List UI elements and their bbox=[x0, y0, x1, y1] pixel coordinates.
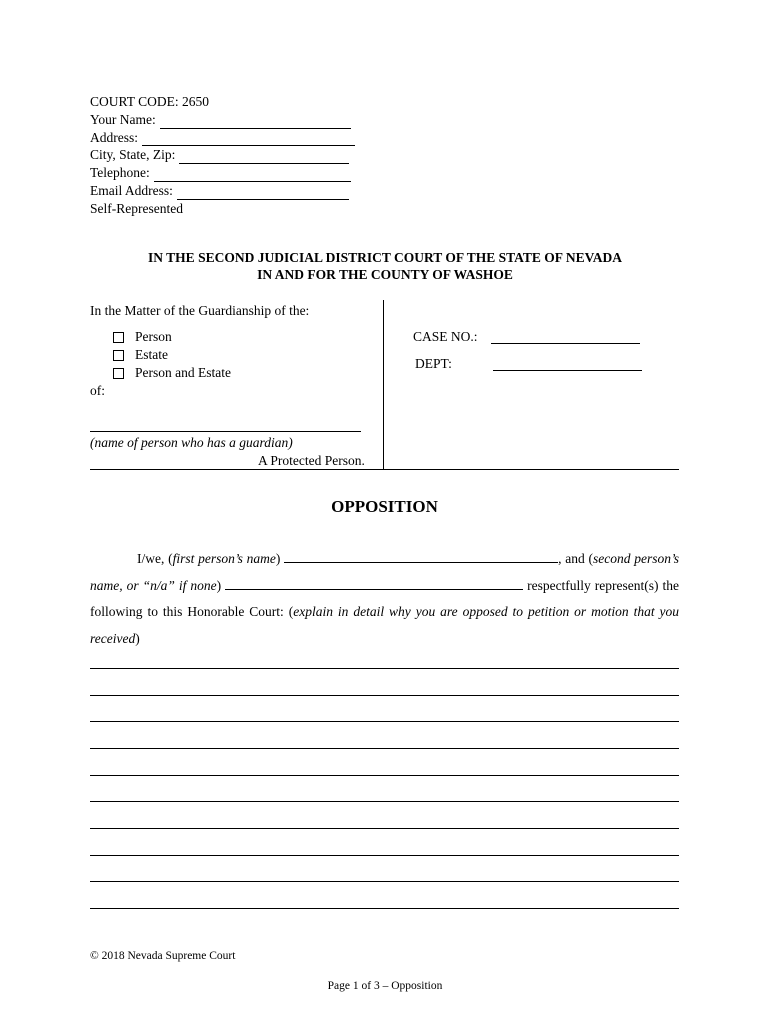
case-no-field[interactable] bbox=[491, 343, 640, 344]
writing-line[interactable] bbox=[90, 695, 679, 696]
second-person-name-field[interactable] bbox=[225, 577, 523, 590]
opposition-statement: I/we, (first person’s name) , and (second person’s name, or “n/a” if none) respectfully represent(s) the following to this Honorable Court: (explain in detail why you are opposed to petition or motion that you received) bbox=[90, 551, 680, 646]
checkbox-estate[interactable] bbox=[113, 350, 124, 361]
first-person-name-field[interactable] bbox=[284, 550, 558, 563]
court-title: IN THE SECOND JUDICIAL DISTRICT COURT OF THE STATE OF NEVADA IN AND FOR THE COUNTY OF WASHOE bbox=[148, 250, 622, 282]
city-state-zip-row: City, State, Zip: bbox=[90, 146, 355, 164]
address-field[interactable] bbox=[142, 132, 355, 146]
case-no-label: CASE NO.: bbox=[413, 329, 478, 344]
name-caption: (name of person who has a guardian) bbox=[90, 435, 293, 450]
your-name-row: Your Name: bbox=[90, 111, 355, 129]
court-code: COURT CODE: 2650 bbox=[90, 94, 209, 109]
telephone-field[interactable] bbox=[154, 168, 351, 182]
caption-divider bbox=[383, 300, 384, 470]
writing-line[interactable] bbox=[90, 908, 679, 909]
writing-line[interactable] bbox=[90, 668, 679, 669]
protected-person-name-field[interactable] bbox=[90, 431, 361, 432]
email-field[interactable] bbox=[177, 186, 349, 200]
of-label: of: bbox=[90, 383, 105, 398]
email-row: Email Address: bbox=[90, 182, 355, 200]
guardianship-options bbox=[113, 328, 231, 382]
checkbox-person[interactable] bbox=[113, 332, 124, 343]
copyright: © 2018 Nevada Supreme Court bbox=[90, 950, 236, 962]
caption-bottom-rule bbox=[90, 469, 679, 470]
city-state-zip-field[interactable] bbox=[179, 150, 349, 164]
telephone-row: Telephone: bbox=[90, 164, 355, 182]
checkbox-person-and-estate[interactable] bbox=[113, 368, 124, 379]
writing-line[interactable] bbox=[90, 855, 679, 856]
dept-label: DEPT: bbox=[415, 356, 452, 371]
dept-field[interactable] bbox=[493, 370, 642, 371]
writing-line[interactable] bbox=[90, 775, 679, 776]
address-row: Address: bbox=[90, 129, 355, 147]
page-number: Page 1 of 3 – Opposition bbox=[327, 980, 443, 992]
document-title: OPPOSITION bbox=[331, 497, 438, 516]
writing-line[interactable] bbox=[90, 828, 679, 829]
option-person[interactable]: Person bbox=[113, 328, 231, 346]
writing-line[interactable] bbox=[90, 748, 679, 749]
self-represented: Self-Represented bbox=[90, 200, 183, 216]
option-estate[interactable]: Estate bbox=[113, 346, 231, 364]
filer-info bbox=[90, 93, 355, 218]
your-name-field[interactable] bbox=[160, 115, 351, 129]
matter-label: In the Matter of the Guardianship of the: bbox=[90, 303, 310, 318]
protected-person-label: A Protected Person. bbox=[258, 453, 365, 468]
writing-line[interactable] bbox=[90, 881, 679, 882]
writing-line[interactable] bbox=[90, 801, 679, 802]
option-person-and-estate[interactable]: Person and Estate bbox=[113, 364, 231, 382]
writing-line[interactable] bbox=[90, 721, 679, 722]
